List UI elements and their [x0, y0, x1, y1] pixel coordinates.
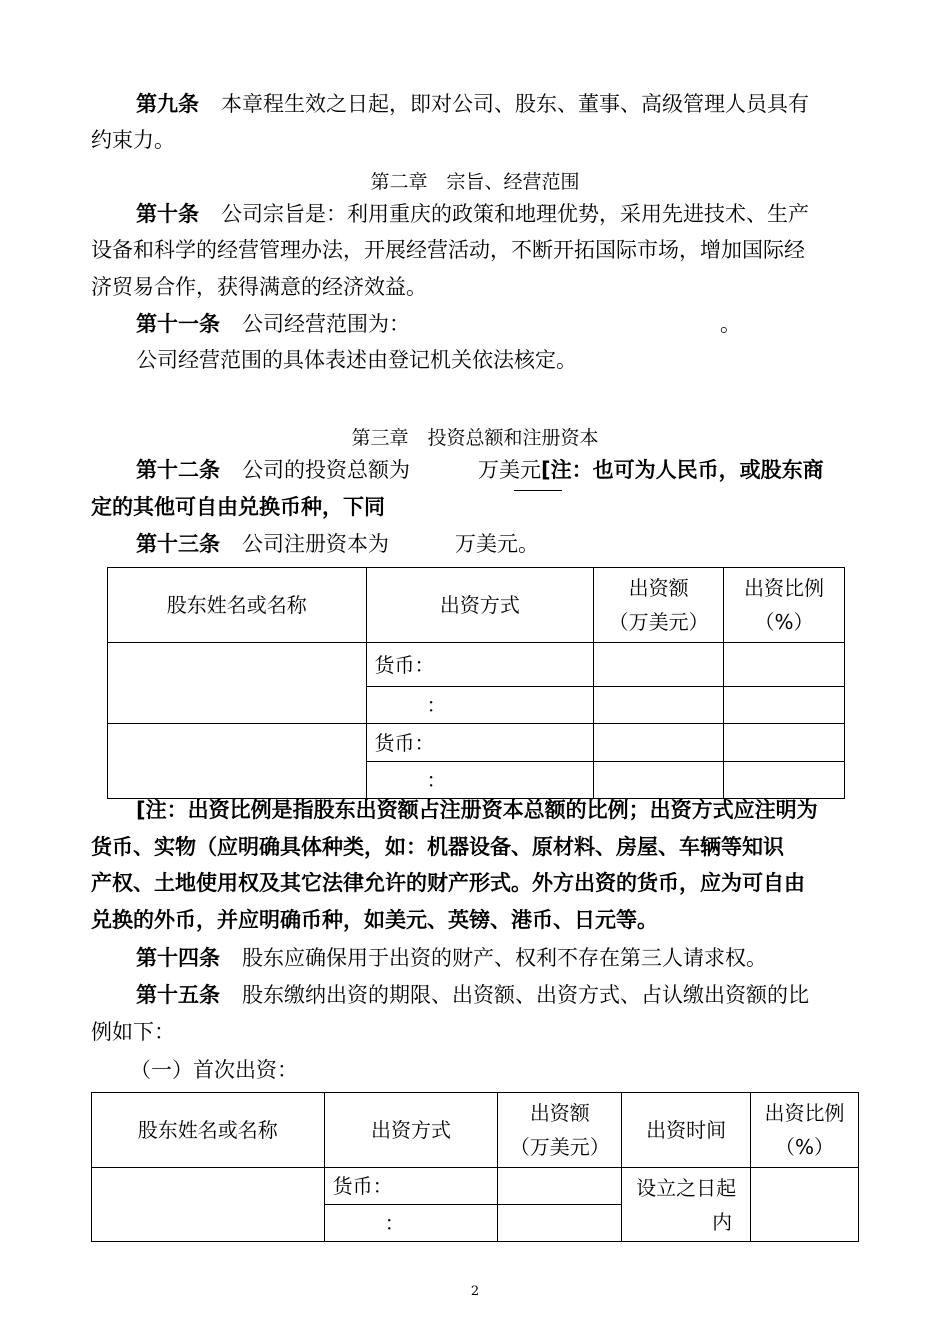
article-15-label: 第十五条 [136, 983, 220, 1007]
article-10-line-2: 设备和科学的经营管理办法，开展经营活动，不断开拓国际市场，增加国际经 [91, 238, 805, 262]
article-12-line-1 [136, 452, 824, 488]
article-11-line-2: 公司经营范围的具体表述由登记机关依法核定。 [136, 348, 577, 372]
capital-table [107, 567, 845, 799]
note-line-4: 兑换的外币，并应明确币种，如美元、英镑、港币、日元等。 [91, 908, 658, 932]
note-line-2: 货币、实物（应明确具体种类，如：机器设备、原材料、房屋、车辆等知识 [91, 835, 784, 859]
article-9-line-2: 约束力。 [91, 128, 175, 152]
header-contribution-ratio: 出资比例 （%） [724, 568, 845, 643]
page-number: 2 [470, 1284, 480, 1299]
header-contribution-time: 出资时间 [622, 1093, 751, 1168]
article-10-line-3: 济贸易合作，获得满意的经济效益。 [91, 275, 427, 299]
article-10-line-1 [136, 196, 809, 232]
method-cell: 货币： [366, 643, 594, 687]
article-11-end: 。 [720, 312, 741, 336]
chapter-2-heading: 第二章 宗旨、经营范围 [370, 171, 580, 193]
article-12-label: 第十二条 [136, 458, 220, 482]
article-11-line-1 [136, 306, 741, 342]
amount-cell [594, 687, 724, 724]
article-12-note: [注：也可为人民币，或股东商 [541, 458, 824, 482]
ratio-cell [751, 1168, 859, 1242]
article-11-label: 第十一条 [136, 312, 220, 336]
article-9-text: 本章程生效之日起，即对公司、股东、董事、高级管理人员具有 [221, 92, 809, 116]
article-10-text: 公司宗旨是：利用重庆的政策和地理优势，采用先进技术、生产 [221, 202, 809, 226]
article-9-label: 第九条 [136, 92, 199, 116]
time-cell-line-2: 内 [712, 1209, 733, 1234]
method-cell: 货币： [324, 1168, 498, 1205]
underline-mark [514, 488, 562, 491]
time-cell [622, 1168, 751, 1242]
article-14-label: 第十四条 [136, 946, 220, 970]
method-cell: ： [366, 762, 594, 799]
article-14-text: 股东应确保用于出资的财产、权利不存在第三人请求权。 [242, 946, 767, 970]
header-shareholder-name: 股东姓名或名称 [108, 568, 367, 643]
header-contribution-method: 出资方式 [366, 568, 594, 643]
article-12-line-2: 定的其他可自由兑换币种，下同 [91, 495, 385, 519]
header-contribution-amount: 出资额 （万美元） [498, 1093, 622, 1168]
article-12-text: 公司的投资总额为 [242, 458, 410, 482]
shareholder-cell [108, 724, 367, 799]
article-13-line [136, 526, 539, 562]
note-line-3: 产权、土地使用权及其它法律允许的财产形式。外方出资的货币，应为可自由 [91, 871, 805, 895]
article-15-line-2: 例如下： [91, 1020, 175, 1044]
article-10-label: 第十条 [136, 202, 199, 226]
shareholder-cell [92, 1168, 325, 1242]
amount-cell [594, 724, 724, 762]
article-15-line-1 [136, 977, 809, 1013]
article-15-text: 股东缴纳出资的期限、出资额、出资方式、占认缴出资额的比 [242, 983, 809, 1007]
article-12-unit: 万美元 [478, 458, 541, 482]
ratio-cell [724, 643, 845, 687]
time-cell-line-1: 设立之日起 [636, 1175, 737, 1200]
method-cell: ： [366, 687, 594, 724]
article-9-line-1 [136, 86, 809, 122]
method-cell: ： [324, 1205, 498, 1242]
first-contribution-table [91, 1092, 859, 1242]
article-13-text: 公司注册资本为 [242, 532, 389, 556]
chapter-3-heading: 第三章 投资总额和注册资本 [351, 427, 599, 449]
header-contribution-amount: 出资额 （万美元） [594, 568, 724, 643]
header-contribution-method: 出资方式 [324, 1093, 498, 1168]
article-11-text: 公司经营范围为： [242, 312, 410, 336]
ratio-cell [724, 724, 845, 762]
header-shareholder-name: 股东姓名或名称 [92, 1093, 325, 1168]
amount-cell [498, 1168, 622, 1205]
shareholder-cell [108, 643, 367, 724]
article-13-unit: 万美元。 [455, 532, 539, 556]
amount-cell [594, 643, 724, 687]
ratio-cell [724, 687, 845, 724]
article-14-line [136, 940, 767, 976]
note-line-1: [注：出资比例是指股东出资额占注册资本总额的比例；出资方式应注明为 [136, 798, 818, 822]
amount-cell [498, 1205, 622, 1242]
header-contribution-ratio: 出资比例 （%） [751, 1093, 859, 1168]
first-contribution-heading: （一）首次出资： [130, 1058, 298, 1082]
article-13-label: 第十三条 [136, 532, 220, 556]
method-cell: 货币： [366, 724, 594, 762]
